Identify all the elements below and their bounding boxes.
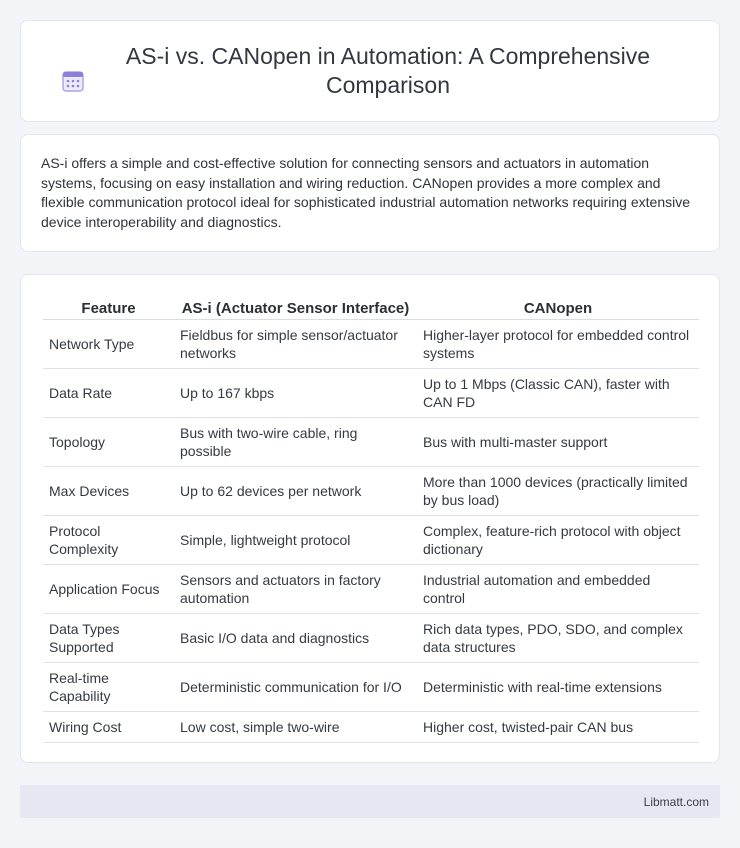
asi-cell: Deterministic communication for I/O — [174, 662, 417, 711]
asi-cell: Low cost, simple two-wire — [174, 711, 417, 742]
canopen-cell: Industrial automation and embedded control — [417, 564, 699, 613]
column-header-canopen: CANopen — [417, 295, 699, 319]
feature-cell: Network Type — [43, 319, 174, 368]
canopen-cell: Rich data types, PDO, SDO, and complex data structures — [417, 613, 699, 662]
table-row — [43, 417, 699, 466]
table-row — [43, 368, 699, 417]
table-row — [43, 613, 699, 662]
canopen-cell: Higher cost, twisted-pair CAN bus — [417, 711, 699, 742]
asi-cell: Basic I/O data and diagnostics — [174, 613, 417, 662]
canopen-cell: More than 1000 devices (practically limited by bus load) — [417, 466, 699, 515]
table-card — [20, 274, 720, 763]
canopen-cell: Deterministic with real-time extensions — [417, 662, 699, 711]
column-header-asi: AS-i (Actuator Sensor Interface) — [174, 295, 417, 319]
table-header-row — [43, 295, 699, 319]
canopen-cell: Up to 1 Mbps (Classic CAN), faster with CAN FD — [417, 368, 699, 417]
feature-cell: Application Focus — [43, 564, 174, 613]
feature-cell: Max Devices — [43, 466, 174, 515]
canopen-cell: Higher-layer protocol for embedded control systems — [417, 319, 699, 368]
table-row — [43, 466, 699, 515]
table-row — [43, 564, 699, 613]
calendar-icon — [60, 68, 86, 94]
page-title: AS-i vs. CANopen in Automation: A Comprehensive Comparison — [125, 43, 651, 98]
header-card — [20, 20, 720, 122]
table-row — [43, 711, 699, 742]
canopen-cell: Bus with multi-master support — [417, 417, 699, 466]
asi-cell: Fieldbus for simple sensor/actuator networks — [174, 319, 417, 368]
asi-cell: Bus with two-wire cable, ring possible — [174, 417, 417, 466]
footer-site-link[interactable]: Libmatt.com — [643, 794, 709, 809]
column-header-feature: Feature — [43, 295, 174, 319]
table-row — [43, 319, 699, 368]
feature-cell: Topology — [43, 417, 174, 466]
feature-cell: Protocol Complexity — [43, 515, 174, 564]
table-row — [43, 515, 699, 564]
feature-cell: Data Rate — [43, 368, 174, 417]
asi-cell: Up to 167 kbps — [174, 368, 417, 417]
summary-text: AS-i offers a simple and cost-effective solution for connecting sensors and actuators in automation systems, focusing on easy installation and wiring reduction. CANopen provides a more complex and flexible communication protocol ideal for sophisticated industrial automation networks requiring extensive device interoperability and diagnostics. — [41, 155, 691, 230]
canopen-cell: Complex, feature-rich protocol with object dictionary — [417, 515, 699, 564]
asi-cell: Simple, lightweight protocol — [174, 515, 417, 564]
summary-card — [20, 134, 720, 252]
feature-cell: Real-time Capability — [43, 662, 174, 711]
feature-cell: Data Types Supported — [43, 613, 174, 662]
footer-bar — [20, 785, 720, 818]
asi-cell: Sensors and actuators in factory automation — [174, 564, 417, 613]
comparison-table — [43, 295, 699, 743]
table-row — [43, 662, 699, 711]
title-wrap — [60, 42, 680, 100]
asi-cell: Up to 62 devices per network — [174, 466, 417, 515]
feature-cell: Wiring Cost — [43, 711, 174, 742]
